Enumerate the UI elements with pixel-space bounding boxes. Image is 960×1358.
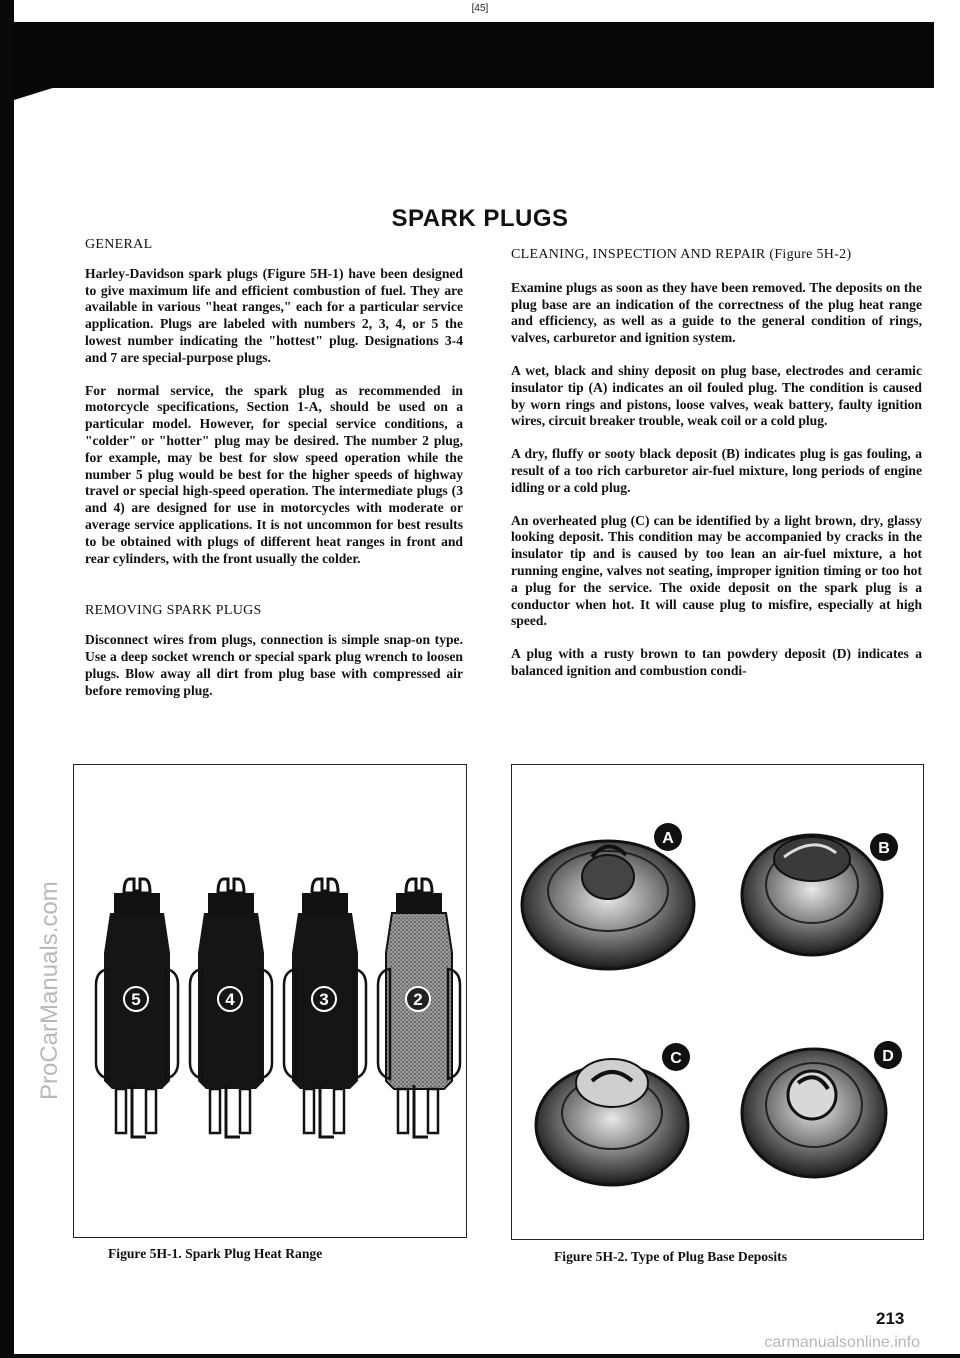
plug-label-4: 4	[225, 990, 235, 1009]
cleaning-paragraph-3: A dry, fluffy or sooty black deposit (B) indicates plug is gas fouling, a result of a too rich carburetor air-fuel mixture, long periods of engine idling or a cold plug.	[511, 446, 922, 495]
deposit-plug-b	[742, 835, 882, 955]
figure-5h-2-caption: Figure 5H-2. Type of Plug Base Deposits	[554, 1249, 787, 1264]
side-watermark-text: ProCarManuals.com	[36, 881, 63, 1100]
figure-5h-1-frame	[73, 764, 467, 1238]
cleaning-paragraph-1: Examine plugs as soon as they have been removed. The deposits on the plug base are an indication of the correctness of the plug heat range and efficiency, as well as a guide to the general condition of rings, valves, carburetor and ignition system.	[511, 279, 922, 346]
deposit-label-b: B	[878, 840, 890, 857]
footer-watermark: carmanualsonline.info	[764, 1334, 920, 1351]
side-watermark	[8, 540, 63, 1100]
plug-label-2: 2	[413, 990, 423, 1009]
deposit-label-d: D	[882, 1048, 894, 1065]
deposit-label-c: C	[670, 1050, 682, 1067]
general-heading: GENERAL	[85, 237, 153, 252]
bottom-border-rule	[0, 1354, 960, 1358]
cleaning-paragraph-5: A plug with a rusty brown to tan powdery deposit (D) indicates a balanced ignition and combustion condi-	[511, 646, 922, 678]
left-column	[85, 237, 463, 715]
cleaning-paragraph-4: An overheated plug (C) can be identified by a light brown, dry, glassy looking deposit. This condition may be accompanied by cracks in the insulator tip and is caused by too lean an air-fuel mixture, a hot running engine, valves not seating, improper ignition timing or too hot a plug for the service. The oxide deposit on the spark plug is a conductor when hot. It will cause plug to misfire, especially at high speed.	[511, 512, 922, 629]
removing-paragraph: Disconnect wires from plugs, connection is simple snap-on type. Use a deep socket wrench or special spark plug wrench to loosen plugs. Blow away all dirt from plug base with compressed air before removing plug.	[85, 632, 463, 698]
spark-plug-heat-range-illustration	[74, 765, 466, 1237]
general-paragraph-1: Harley-Davidson spark plugs (Figure 5H-1) have been designed to give maximum life and efficient combustion of fuel. They are available in various "heat ranges," each for a particular service application. Plugs are labeled with numbers 2, 3, 4, or 5 the lowest number indicating the "hottest" plug. Designations 3-4 and 7 are special-purpose plugs.	[85, 265, 463, 365]
plug-label-3: 3	[319, 990, 329, 1009]
page-number: 213	[876, 1309, 905, 1328]
figure-5h-1-caption: Figure 5H-1. Spark Plug Heat Range	[108, 1246, 323, 1261]
cleaning-paragraph-2: A wet, black and shiny deposit on plug base, electrodes and ceramic insulator tip (A) indicates an oil fouled plug. The condition is caused by worn rings and pistons, loose valves, weak battery, faulty ignition wires, circuit breaker trouble, weak coil or a cold plug.	[511, 362, 922, 429]
header-black-band	[14, 22, 934, 88]
plug-label-5: 5	[131, 990, 141, 1009]
page-marker: [45]	[471, 3, 489, 14]
plug-base-deposits-illustration	[512, 765, 923, 1239]
deposit-plug-c	[536, 1059, 688, 1185]
cleaning-heading: CLEANING, INSPECTION AND REPAIR (Figure 5H-2)	[511, 247, 852, 262]
right-column	[511, 247, 922, 696]
section-title: SPARK PLUGS	[391, 205, 569, 232]
deposit-label-a: A	[662, 830, 674, 847]
general-paragraph-2: For normal service, the spark plug as recommended in motorcycle specifications, Section 1-A, should be used on a particular model. However, for special service conditions, a "colder" or "hotter" plug may be desired. The number 2 plug, for example, may be best for slow speed operation while the number 5 plug would be best for the higher speeds of highway travel or special high-speed operation. The intermediate plugs (3 and 4) are designed for use in motorcycles with moderate or average service applications. It is not uncommon for best results to be obtained with plugs of different heat ranges in front and rear cylinders, with the front usually the colder.	[85, 382, 463, 566]
removing-heading: REMOVING SPARK PLUGS	[85, 603, 262, 619]
deposit-plug-a	[522, 841, 694, 969]
deposit-plug-d	[742, 1049, 886, 1177]
figure-5h-2-frame	[511, 764, 924, 1240]
header-band-tail	[14, 86, 59, 100]
